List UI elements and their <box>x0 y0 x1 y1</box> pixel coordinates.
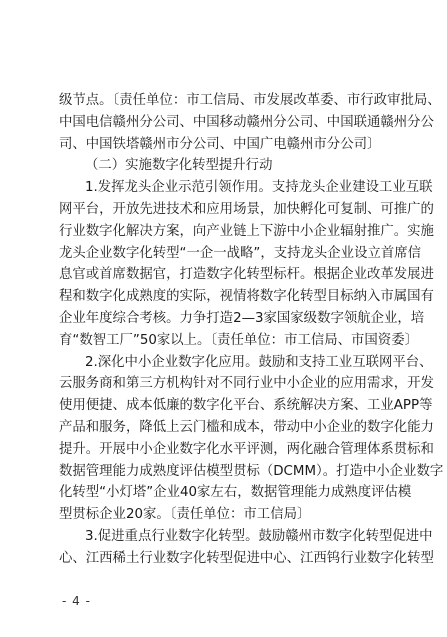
text-line: 育“数智工厂”50家以上。〔责任单位：市工信局、市国资委〕 <box>59 332 418 348</box>
text-line: 企业年度综合考核。力争打造2—3家国家级数字领航企业，培 <box>59 310 425 326</box>
text-line: 3.促进重点行业数字化转型。鼓励赣州市数字化转型促进中 <box>85 528 433 544</box>
text-line: 提升。开展中小企业数字化水平评测，两化融合管理体系贯标和 <box>59 441 434 457</box>
text-line: 行业数字化解决方案，向产业链上下游中小企业辐射推广。实施 <box>59 223 434 239</box>
text-line: 程和数字化成熟度的实际，视情将数字化转型目标纳入市属国有 <box>59 289 434 305</box>
text-line: 息官或首席数据官，打造数字化转型标杆。根据企业改革发展进 <box>59 267 434 283</box>
text-line: 化转型“小灯塔”企业40家左右，数据管理能力成熟度评估模 <box>59 485 412 501</box>
text-line: 1.发挥龙头企业示范引领作用。支持龙头企业建设工业互联 <box>85 180 433 196</box>
text-line: 心、江西稀土行业数字化转型促进中心、江西钨行业数字化转型 <box>59 550 434 566</box>
text-line: 司、中国铁塔赣州市分公司、中国广电赣州市分公司〕 <box>59 136 381 152</box>
text-line: 2.深化中小企业数字化应用。鼓励和支持工业互联网平台、 <box>85 354 433 370</box>
text-line: 云服务商和第三方机构针对不同行业中小企业的应用需求，开发 <box>59 376 434 392</box>
text-line: 级节点。〔责任单位：市工信局、市发展改革委、市行政审批局、 <box>59 93 441 108</box>
section-heading: （二）实施数字化转型提升行动 <box>85 158 273 174</box>
text-line: 使用便捷、成本低廉的数字化平台、系统解决方案、工业APP等 <box>59 398 433 414</box>
text-line: 网平台，开放先进技术和应用场景，加快孵化可复制、可推广的 <box>59 201 434 217</box>
text-line: 中国电信赣州分公司、中国移动赣州分公司、中国联通赣州分公 <box>59 114 434 130</box>
text-line: 龙头企业数字化转型“一企一战略”，支持龙头企业设立首席信 <box>59 245 422 261</box>
text-line: 产品和服务，降低上云门槛和成本，带动中小企业的数字化能力 <box>59 419 434 435</box>
body-text <box>59 90 444 570</box>
text-line: 型贯标企业20家。〔责任单位：市工信局〕 <box>59 507 311 523</box>
page-number: - 4 - <box>62 594 91 608</box>
text-line: 数据管理能力成熟度评估模型贯标（DCMM）。打造中小企业数字 <box>59 463 444 479</box>
